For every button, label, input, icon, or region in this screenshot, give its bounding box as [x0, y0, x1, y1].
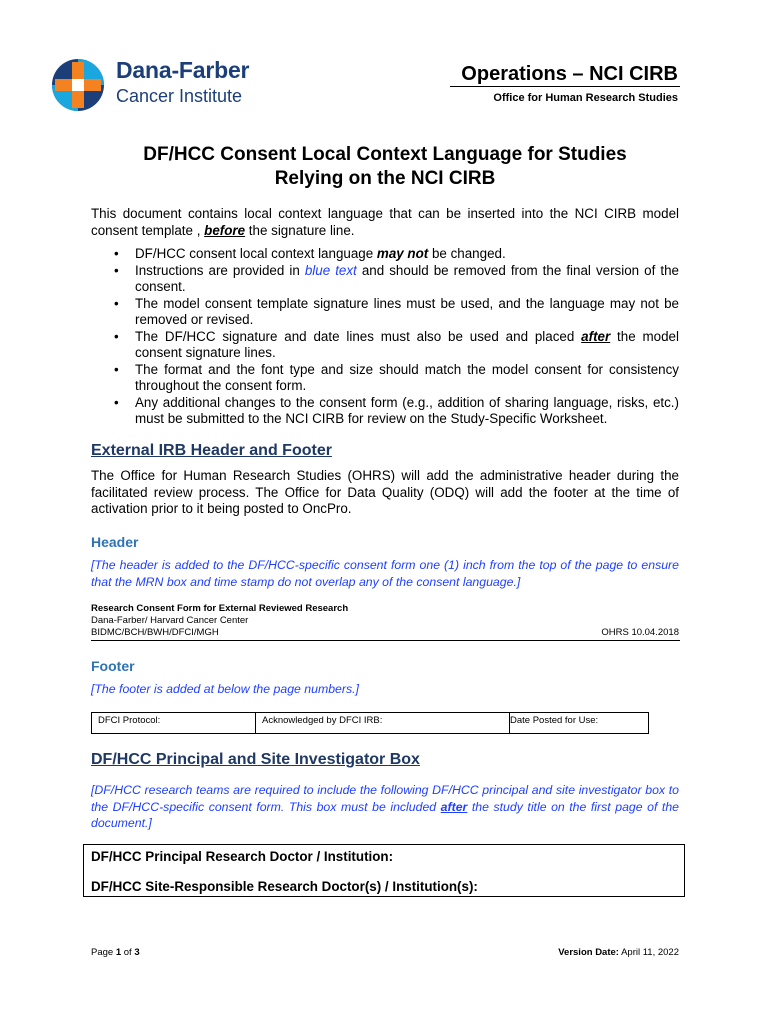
list-item: • Instructions are provided in blue text and should be removed from the final version of the consent.	[114, 263, 679, 296]
instructions-list	[114, 246, 679, 428]
header-title: Operations – NCI CIRB	[461, 63, 678, 85]
investigator-instruction: [DF/HCC research teams are required to include the following DF/HCC principal and site investigator box to the DF/HCC-specific consent form. This box must be included after the study title on the first page of the document.]	[91, 783, 679, 830]
dana-farber-logo-icon	[51, 56, 107, 114]
document-title-line1: DF/HCC Consent Local Context Language for Studies	[143, 144, 627, 165]
sample-header-version: OHRS 10.04.2018	[601, 627, 679, 638]
page-number: Page 1 of 3	[91, 947, 140, 958]
header-section-heading: Header	[91, 534, 139, 550]
list-item: • The model consent template signature lines must be used, and the language may not be removed or revised.	[114, 296, 679, 329]
list-item: • Any additional changes to the consent form (e.g., addition of sharing language, risks, etc.) must be submitted to the NCI CIRB for review on the Study-Specific Worksheet.	[114, 395, 679, 428]
sample-footer-table	[91, 712, 649, 734]
document-title	[90, 143, 680, 191]
external-irb-heading: External IRB Header and Footer	[91, 442, 332, 459]
list-item: • The DF/HCC signature and date lines must also be used and placed after the model consent signature lines.	[114, 329, 679, 362]
sample-header-line3: BIDMC/BCH/BWH/DFCI/MGH	[91, 627, 219, 638]
sample-header-title: Research Consent Form for External Reviewed Research	[91, 603, 349, 614]
external-irb-body: The Office for Human Research Studies (OHRS) will add the administrative header during the facilitated review process. The Office for Data Quality (ODQ) will add the footer at the time of activation prior to it being posted to OncPro.	[91, 468, 679, 516]
intro-emphasis: before	[204, 222, 246, 238]
sample-header-line2: Dana-Farber/ Harvard Cancer Center	[91, 615, 249, 626]
footer-section-heading: Footer	[91, 658, 135, 674]
header-rule	[450, 86, 680, 87]
footer-cell-acknowledged: Acknowledged by DFCI IRB:	[255, 713, 509, 733]
logo-subname: Cancer Institute	[116, 86, 243, 106]
header-instruction: [The header is added to the DF/HCC-specific consent form one (1) inch from the top of the page to ensure that the MRN box and time stamp do not overlap any of the consent language.]	[91, 558, 679, 589]
document-title-line2: Relying on the NCI CIRB	[274, 168, 496, 189]
site-doctor-label: DF/HCC Site-Responsible Research Doctor(s) / Institution(s):	[91, 879, 478, 894]
investigator-box	[83, 844, 685, 897]
footer-cell-protocol: DFCI Protocol:	[98, 715, 161, 726]
list-item: • DF/HCC consent local context language may not be changed.	[114, 246, 679, 263]
footer-cell-date-posted: Date Posted for Use:	[509, 713, 648, 733]
sample-header-rule	[91, 640, 680, 641]
logo-name: Dana-Farber	[116, 57, 250, 83]
principal-doctor-label: DF/HCC Principal Research Doctor / Institution:	[91, 849, 394, 864]
version-date: Version Date: April 11, 2022	[558, 947, 679, 958]
header-subtitle: Office for Human Research Studies	[493, 92, 678, 104]
dana-farber-logo	[51, 56, 281, 114]
footer-instruction: [The footer is added at below the page numbers.]	[91, 682, 359, 696]
intro-paragraph: This document contains local context language that can be inserted into the NCI CIRB model consent template , before the signature line.	[91, 206, 679, 238]
investigator-box-heading: DF/HCC Principal and Site Investigator Box	[91, 751, 420, 768]
list-item: • The format and the font type and size should match the model consent for consistency throughout the consent form.	[114, 362, 679, 395]
